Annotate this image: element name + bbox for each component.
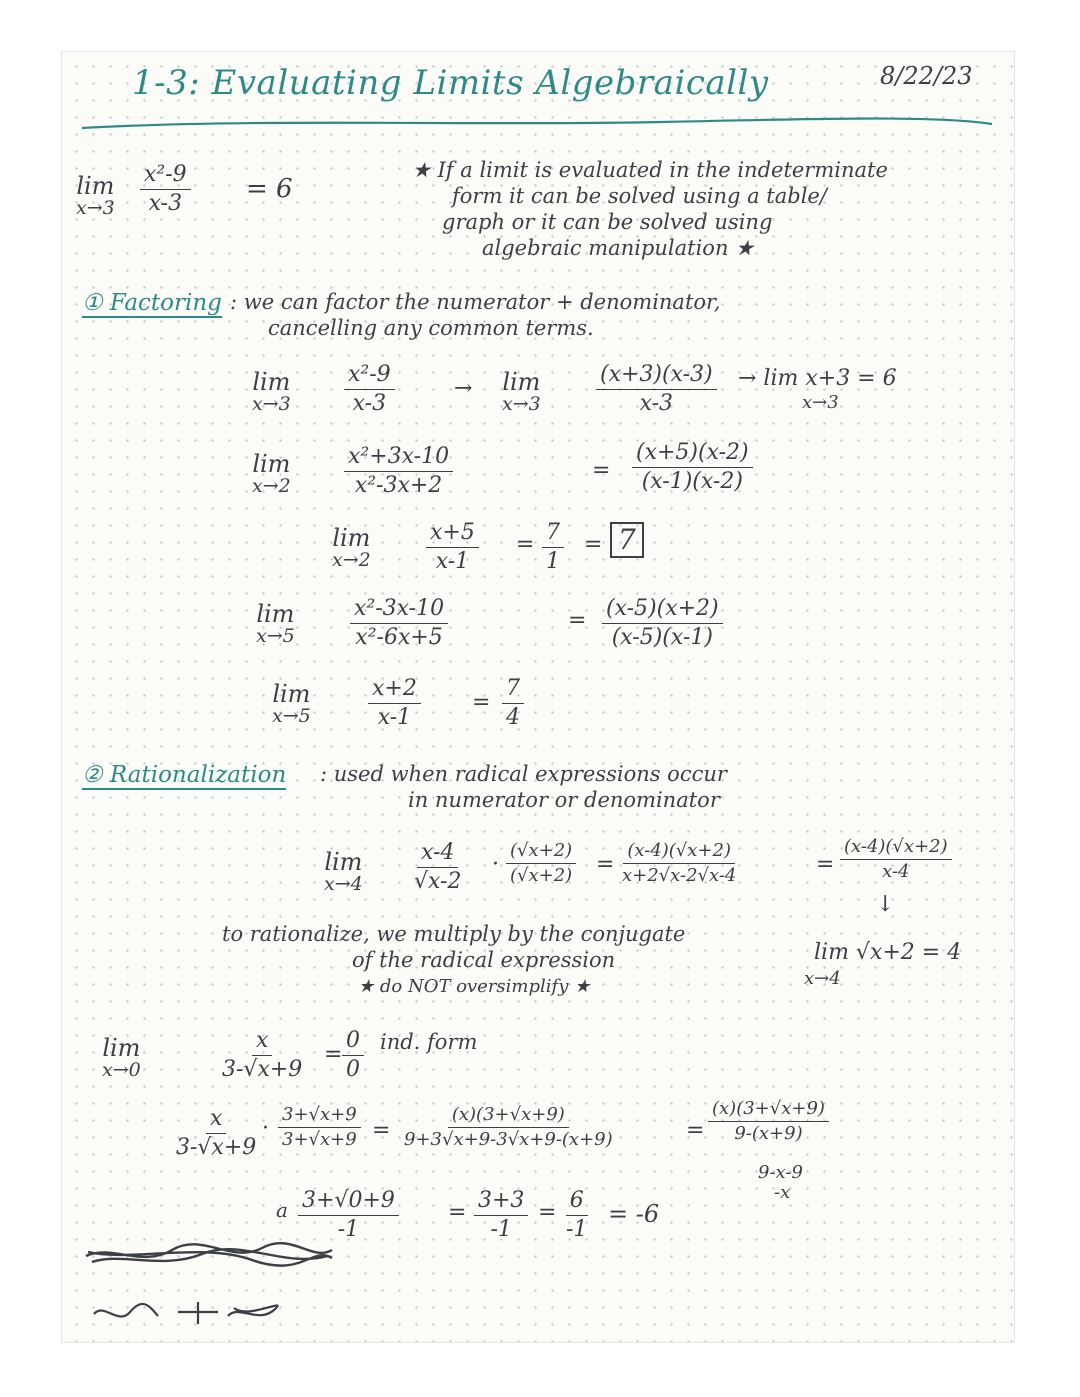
factoring-ex2-limit: lim x→2 bbox=[252, 450, 291, 498]
rational-ex2-equals: = bbox=[324, 1042, 343, 1067]
rational-ex2-ind-label: ind. form bbox=[380, 1030, 478, 1054]
factoring-ex2b-value: $\frac{7}{1}$ bbox=[542, 522, 564, 573]
rational-ex2-conjugate: $\frac{3+√x+9}{3+√x+9}$ bbox=[278, 1106, 361, 1149]
rational-ex2-substituted: $\frac{3+√0+9}{-1}$ bbox=[298, 1190, 399, 1241]
factoring-heading: ① Factoring bbox=[82, 290, 222, 316]
factoring-ex2b-boxed-answer: 7 bbox=[610, 522, 644, 558]
factoring-ex2b-fraction: $\frac{x+5}{x-1}$ bbox=[426, 522, 479, 573]
rational-ex1-fraction: $\frac{x-4}{√x-2}$ bbox=[414, 840, 462, 894]
rational-ex2-fraction: $\frac{x}{3-√x+9}$ bbox=[222, 1028, 303, 1082]
factoring-ex2b-equals: = bbox=[516, 532, 535, 557]
rational-ex2-fraction-result: $\frac{6}{-1}$ bbox=[566, 1188, 588, 1242]
factoring-ex2-fraction: $\frac{\text{x²+3x-10}}{\text{x²-3x+2}}$ bbox=[344, 446, 453, 497]
rational-ex2-den-step-3: -x bbox=[774, 1182, 791, 1203]
rational-ex1-final: lim √x+2 = 4 bbox=[814, 940, 962, 965]
notebook-page: 1-3: Evaluating Limits Algebraically 8/22/23 lim x→3 $\frac{\text{x²-9}}{x-3}$ = 6 ★ If a limit is evaluated in the indeterminate form it can be solved using a table/ graph or it can be solved using algebraic manipulation ★ ① Factoring : we can factor the numerator + denominator, cancelling any common terms. lim x→3 $\frac{\text{x²-9}}{x-3}$ → lim x→3 $\frac{(x+3)(x-3)}{x-3}$ → lim x+3 = 6 x→3 lim x→2 $\frac{\text{x²+3x-10}}{\text{x²-3x+2}}$ = $\frac{(x+5)(x-2)}{(x-1)(x-2)}$ lim x→2 $\frac{x+5}{x-1}$ = $\frac{7}{1}$ = 7 lim x→5 $\frac{\text{x²-3x-10}}{\text{x²-6x+5}}$ = $\frac{(x-5)(x+2)}{(x-5)(x-1)}$ lim x→5 $\frac{x+2}{x-1}$ = $\frac{7}{4}$ ② Rationalization : used when radical expressions occur in numerator or denominator lim x→4 $\frac{x-4}{√x-2}$ · $\frac{(√x+2)}{(√x+2)}$ = $\frac{(x-4)(√x+2)}{x+2√x-2√x-4}$ = $\frac{(x-4)(√x+2)}{x-4}$ ↓ lim √x+2 = 4 x→4 to rationalize, we multiply by the conjugate of the radical expression ★ do NOT oversimplify ★ lim x→0 $\frac{x}{3-√x+9}$ = $\frac{0}{0}$ ind. form $\frac{x}{3-√x+9}$ · $\frac{3+√x+9}{3+√x+9}$ = $\frac{(x)(3+√x+9)}{9+3√x+9-3√x+9-(x+9)}$ = $\frac{(x)(3+√x+9)}{9-(x+9)}$ 9-x-9 -x a $\frac{3+√0+9}{-1}$ = $\frac{3+3}{-1}$ = $\frac{6}{-1}$ = -6 bbox=[62, 52, 1014, 1342]
intro-limit: lim x→3 bbox=[76, 172, 115, 220]
rationalization-desc-2: in numerator or denominator bbox=[408, 788, 720, 812]
factoring-ex1-tail: → lim x+3 = 6 bbox=[738, 366, 897, 391]
page-title: 1-3: Evaluating Limits Algebraically bbox=[132, 63, 769, 103]
factoring-ex3-fraction: $\frac{\text{x²-3x-10}}{\text{x²-6x+5}}$ bbox=[350, 598, 448, 649]
page-date: 8/22/23 bbox=[880, 62, 973, 90]
rationalize-note-3: ★ do NOT oversimplify ★ bbox=[358, 976, 591, 997]
factoring-ex1-arrow: → bbox=[454, 376, 473, 401]
rational-ex1-equals: = bbox=[596, 852, 615, 877]
rational-ex1-dot: · bbox=[492, 852, 499, 877]
rationalization-desc-1: : used when radical expressions occur bbox=[320, 762, 727, 786]
rational-ex2-indeterminate: $\frac{0}{0}$ bbox=[342, 1030, 364, 1081]
factoring-ex3-factored: $\frac{(x-5)(x+2)}{(x-5)(x-1)}$ bbox=[602, 598, 723, 649]
factoring-ex3b-fraction: $\frac{x+2}{x-1}$ bbox=[368, 678, 421, 729]
factoring-ex3-equals: = bbox=[568, 608, 587, 633]
rational-ex2-evaluated: $\frac{3+3}{-1}$ bbox=[474, 1190, 528, 1241]
rational-ex2-expanded: $\frac{(x)(3+√x+9)}{9+3√x+9-3√x+9-(x+9)}$ bbox=[404, 1104, 613, 1150]
rationalization-heading: ② Rationalization bbox=[82, 762, 287, 788]
factoring-ex2-equals: = bbox=[592, 458, 611, 483]
title-underline bbox=[62, 114, 1014, 136]
factoring-desc-2: cancelling any common terms. bbox=[268, 316, 594, 340]
factoring-ex1-tail-sub: x→3 bbox=[802, 392, 839, 413]
factoring-ex1-factored: $\frac{(x+3)(x-3)}{x-3}$ bbox=[596, 364, 717, 415]
factoring-ex2b-limit: lim x→2 bbox=[332, 524, 371, 572]
rationalize-note-1: to rationalize, we multiply by the conjugate bbox=[222, 922, 686, 946]
intro-fraction: $\frac{\text{x²-9}}{x-3}$ bbox=[140, 164, 191, 215]
rational-ex1-limit: lim x→4 bbox=[324, 848, 363, 896]
factoring-ex3-limit: lim x→5 bbox=[256, 600, 295, 648]
rational-ex2-result: = -6 bbox=[608, 1200, 660, 1228]
factoring-ex3b-equals: = bbox=[472, 690, 491, 715]
intro-note-line-3: graph or it can be solved using bbox=[442, 210, 773, 234]
factoring-ex3b-value: $\frac{7}{4}$ bbox=[502, 678, 524, 729]
rational-ex2-dot: · bbox=[262, 1116, 269, 1141]
rational-ex1-arrow: ↓ bbox=[876, 892, 895, 917]
rational-ex2-den-step-2: 9-x-9 bbox=[758, 1162, 803, 1183]
factoring-ex1-fraction: $\frac{\text{x²-9}}{x-3}$ bbox=[344, 364, 395, 415]
factoring-desc-1: : we can factor the numerator + denominator, bbox=[230, 290, 721, 314]
rational-ex2-limit: lim x→0 bbox=[102, 1034, 141, 1082]
intro-note-line-4: algebraic manipulation ★ bbox=[482, 236, 754, 260]
intro-note-line-2: form it can be solved using a table/ bbox=[452, 184, 827, 208]
rational-ex1-simplified: $\frac{(x-4)(√x+2)}{x-4}$ bbox=[840, 838, 952, 881]
rational-ex2-simplified: $\frac{(x)(3+√x+9)}{9-(x+9)}$ bbox=[708, 1100, 829, 1143]
rationalize-note-2: of the radical expression bbox=[352, 948, 616, 972]
factoring-ex2-factored: $\frac{(x+5)(x-2)}{(x-1)(x-2)}$ bbox=[632, 442, 753, 493]
rational-ex1-final-sub: x→4 bbox=[804, 968, 841, 989]
rational-ex2-step-fraction: $\frac{x}{3-√x+9}$ bbox=[176, 1106, 257, 1160]
intro-result: = 6 bbox=[246, 174, 293, 204]
factoring-ex1-limit-2: lim x→3 bbox=[502, 368, 541, 416]
intro-note-line-1: ★ If a limit is evaluated in the indeterminate bbox=[412, 158, 888, 182]
rational-ex1-expanded: $\frac{(x-4)(√x+2)}{x+2√x-2√x-4}$ bbox=[622, 840, 737, 886]
factoring-ex1-limit: lim x→3 bbox=[252, 368, 291, 416]
factoring-ex3b-limit: lim x→5 bbox=[272, 680, 311, 728]
scribble-crossed-out-2 bbox=[88, 1294, 288, 1334]
rational-ex1-conjugate: $\frac{(√x+2)}{(√x+2)}$ bbox=[506, 842, 576, 885]
